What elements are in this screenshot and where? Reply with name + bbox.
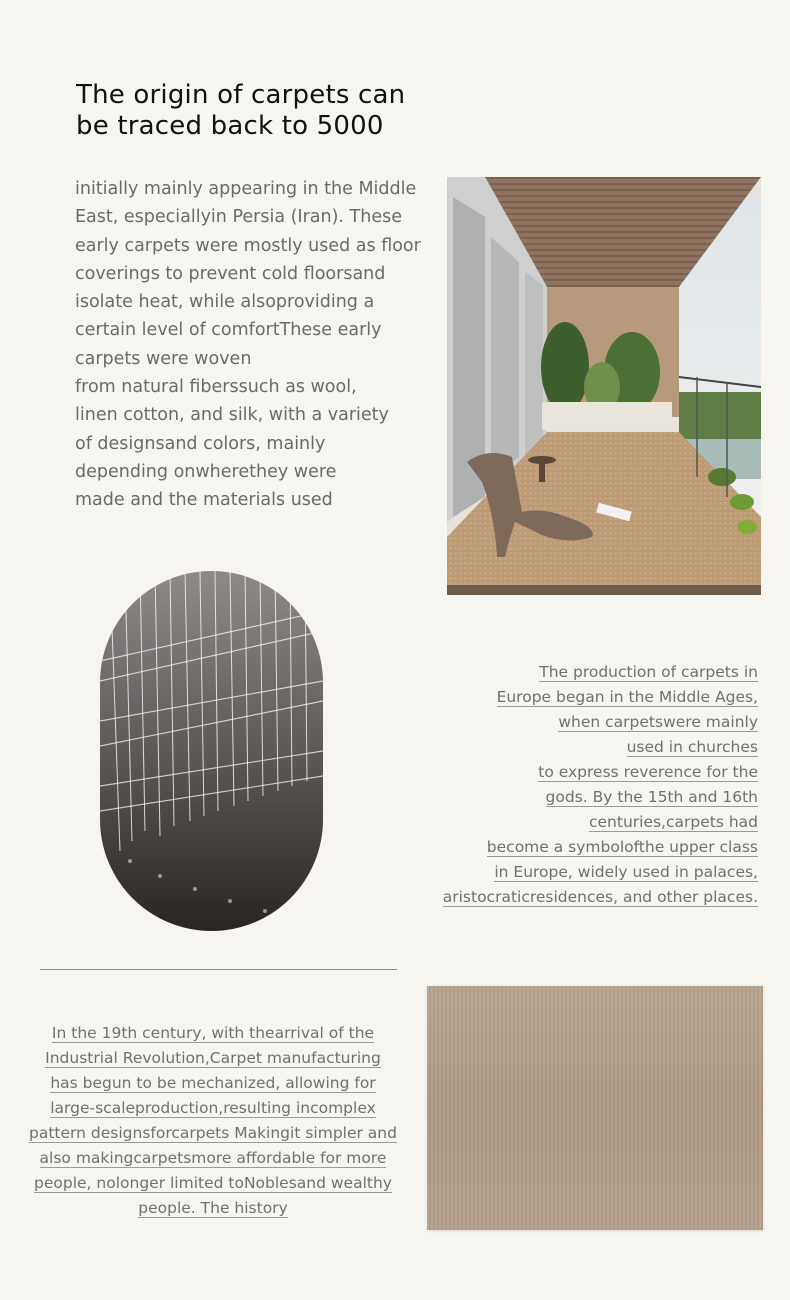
page-title: The origin of carpets can be traced back to 5000 <box>76 80 406 141</box>
balcony-photo <box>447 177 761 595</box>
section-divider <box>40 969 397 970</box>
intro-line: depending onwherethey were <box>75 461 337 482</box>
intro-line: East, especiallyin Persia (Iran). These <box>75 207 402 228</box>
industrial-line: pattern designsforcarpets Makingit simpler and <box>29 1124 397 1142</box>
intro-paragraph <box>75 175 440 515</box>
carpet-swatch-image <box>427 986 763 1230</box>
europe-line: Europe began in the Middle Ages, <box>496 688 758 706</box>
europe-line: aristocraticresidences, and other places. <box>442 888 758 906</box>
intro-line: isolate heat, while alsoproviding a <box>75 292 375 313</box>
intro-line: of designsand colors, mainly <box>75 433 326 454</box>
europe-line: used in churches <box>626 738 758 756</box>
europe-line: to express reverence for the <box>538 763 758 781</box>
intro-line: linen cotton, and silk, with a variety <box>75 405 389 426</box>
europe-line: gods. By the 15th and 16th <box>545 788 758 806</box>
intro-line: initially mainly appearing in the Middle <box>75 179 417 199</box>
intro-line: certain level of comfortThese early <box>75 320 382 341</box>
balcony-illustration <box>447 177 761 595</box>
industrial-line: has begun to be mechanized, allowing for <box>50 1074 376 1092</box>
industrial-line: large-scaleproduction,resulting incomplex <box>50 1099 376 1117</box>
europe-line: The production of carpets in <box>539 663 758 681</box>
intro-line: carpets were woven <box>75 348 252 369</box>
industrial-line: also makingcarpetsmore affordable for more <box>39 1149 387 1167</box>
europe-line: become a symbolofthe upper class <box>486 838 758 856</box>
europe-paragraph <box>398 660 758 910</box>
intro-line: made and the materials used <box>75 490 333 511</box>
europe-line: centuries,carpets had <box>588 813 758 831</box>
europe-line: when carpetswere mainly <box>558 713 758 731</box>
industrial-paragraph <box>20 1021 406 1221</box>
loom-illustration <box>100 571 323 931</box>
intro-line: coverings to prevent cold floorsand <box>75 263 386 284</box>
industrial-line: In the 19th century, with thearrival of the <box>51 1024 375 1042</box>
intro-line: early carpets were mostly used as floor <box>75 235 421 256</box>
industrial-line: Industrial Revolution,Carpet manufacturing <box>45 1049 381 1067</box>
intro-line: from natural fiberssuch as wool, <box>75 377 357 398</box>
industrial-line: people. The history <box>138 1199 288 1217</box>
industrial-line: people, nolonger limited toNoblesand wealthy <box>34 1174 392 1192</box>
europe-line: in Europe, widely used in palaces, <box>494 863 758 881</box>
loom-threads-photo <box>100 571 323 931</box>
